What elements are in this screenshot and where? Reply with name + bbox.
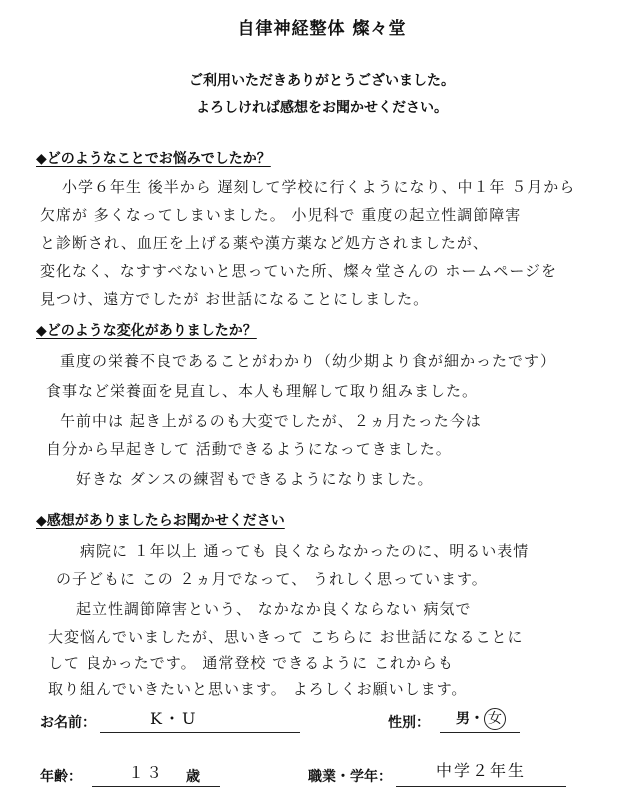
job-underline bbox=[396, 786, 566, 787]
age-value: １３ bbox=[128, 763, 165, 782]
gender-female-circled: 女 bbox=[484, 708, 506, 730]
answer-1-line-3: と診断され、血圧を上げる薬や漢方薬など処方されましたが、 bbox=[40, 234, 489, 252]
age-label: 年齢： bbox=[40, 769, 82, 785]
name-value: K・U bbox=[150, 709, 198, 728]
age-underline bbox=[92, 786, 220, 787]
answer-1-line-4: 変化なく、なすすべないと思っていた所、燦々堂さんの ホームページを bbox=[40, 262, 558, 280]
name-label: お名前： bbox=[40, 715, 96, 731]
intro-text bbox=[0, 68, 644, 122]
answer-3-line-1: 病院に １年以上 通っても 良くならなかったのに、明るい表情 bbox=[80, 542, 530, 560]
question-2-section bbox=[36, 320, 626, 488]
answer-2-line-3: 午前中は 起き上がるのも大変でしたが、２ヵ月たった今は bbox=[60, 412, 482, 430]
answer-1-line-5: 見つけ、遠方でしたが お世話になることにしました。 bbox=[40, 290, 430, 308]
answer-2-line-2: 食事など栄養面を見直し、本人も理解して取り組みました。 bbox=[46, 382, 479, 400]
question-3-section bbox=[36, 510, 626, 698]
name-underline bbox=[100, 732, 300, 733]
answer-3-line-2: の子どもに この ２ヵ月でなって、 うれしく思っています。 bbox=[56, 570, 488, 588]
intro-line-2: よろしければ感想をお聞かせください。 bbox=[196, 100, 448, 116]
answer-1-line-1: 小学６年生 後半から 遅刻して学校に行くようになり、中１年 ５月から bbox=[62, 178, 576, 196]
gender-options bbox=[456, 708, 506, 730]
job-label: 職業・学年： bbox=[308, 769, 392, 785]
answer-3-line-6: 取り組んでいきたいと思います。 よろしくお願いします。 bbox=[48, 680, 468, 698]
intro-line-1: ご利用いただきありがとうございました。 bbox=[189, 73, 455, 89]
job-value: 中学２年生 bbox=[436, 761, 527, 780]
answer-2-line-4: 自分から早起きして 活動できるようになってきました。 bbox=[46, 440, 452, 458]
answer-2-line-1: 重度の栄養不良であることがわかり（幼少期より食が細かったです） bbox=[60, 352, 557, 370]
answer-3-line-4: 大変悩んでいましたが、思いきって こちらに お世話になることに bbox=[48, 628, 524, 646]
gender-separator: ・ bbox=[470, 711, 484, 727]
question-1-heading: ◆どのようなことでお悩みでしたか？ bbox=[36, 151, 271, 167]
answer-1-line-2: 欠席が 多くなってしまいました。 小児科で 重度の起立性調節障害 bbox=[40, 206, 522, 224]
gender-label: 性別： bbox=[388, 715, 430, 731]
question-3-heading: ◆感想がありましたらお聞かせください bbox=[36, 513, 285, 529]
question-1-section bbox=[36, 148, 626, 308]
gender-male: 男 bbox=[456, 711, 470, 727]
answer-3-line-3: 起立性調節障害という、 なかなか良くならない 病気で bbox=[76, 600, 472, 618]
question-2-heading: ◆どのような変化がありましたか？ bbox=[36, 323, 257, 339]
answer-2-line-5: 好きな ダンスの練習もできるようになりました。 bbox=[76, 470, 434, 488]
answer-3-line-5: して 良かったです。 通常登校 できるように これからも bbox=[48, 654, 454, 672]
age-unit: 歳 bbox=[186, 769, 200, 785]
gender-underline bbox=[440, 732, 520, 733]
page-title: 自律神経整体 燦々堂 bbox=[237, 19, 407, 39]
